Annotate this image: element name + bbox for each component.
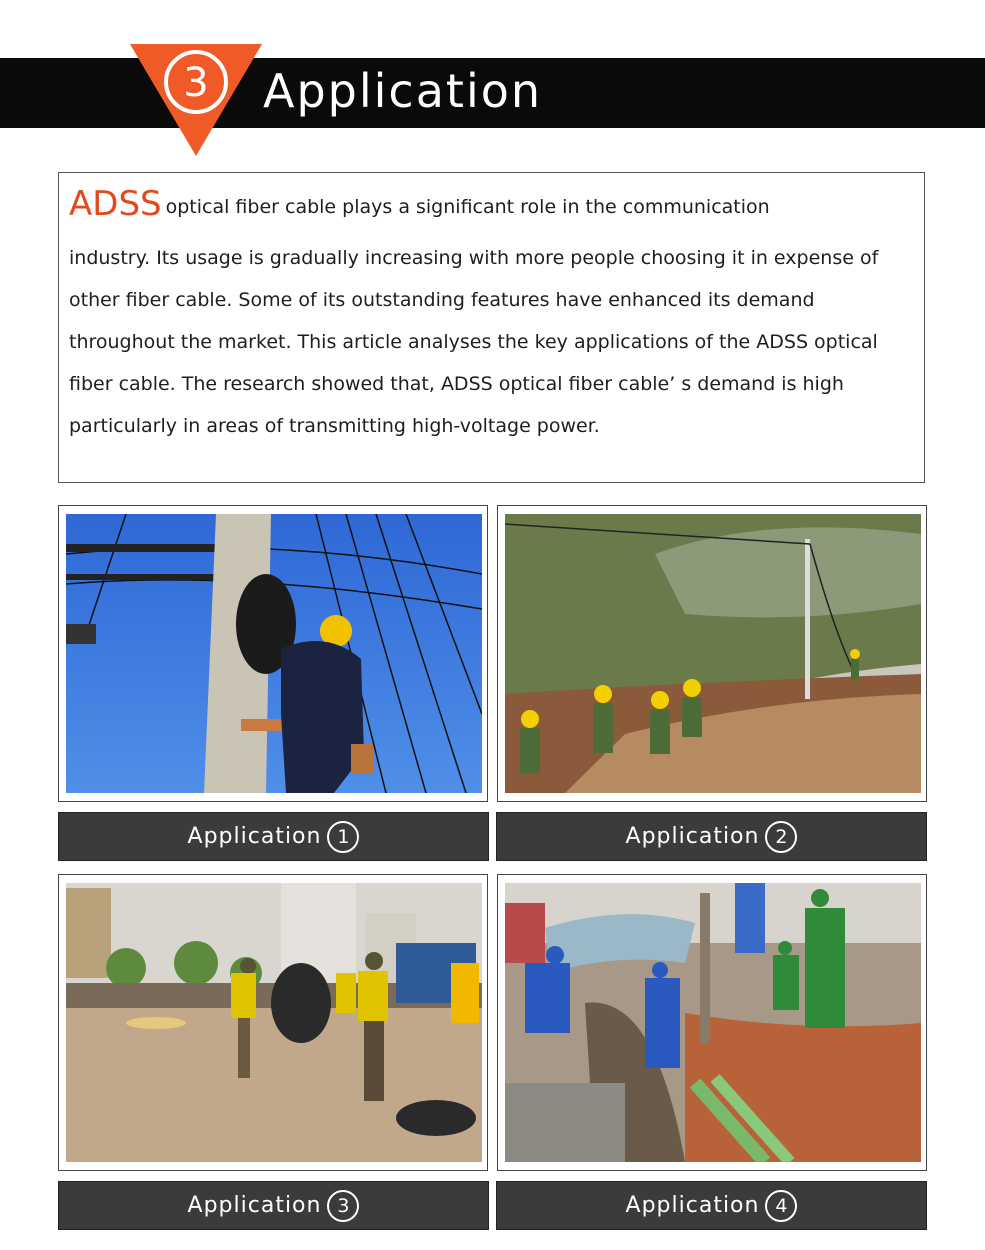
caption-application-3	[58, 1181, 489, 1230]
caption-application-1	[58, 812, 489, 861]
application-photo-2	[497, 505, 927, 802]
cable-drum-street-photo	[66, 883, 482, 1162]
intro-body-text: industry. Its usage is gradually increasing with more people choosing it in expense of other fiber cable. Some of its outstanding features have enhanced its demand throughout the market. This article analyses the key applications of the ADSS optical fiber cable. The research showed that, ADSS optical fiber cable’ s demand is high particularly in areas of transmitting high-voltage power.	[69, 247, 879, 437]
caption-label: Application	[187, 824, 322, 849]
application-photo-1	[58, 505, 488, 802]
lineman-on-pole-photo	[66, 514, 482, 793]
section-number-badge	[128, 42, 264, 158]
intro-box	[58, 172, 925, 483]
caption-number-badge: 3	[327, 1190, 359, 1222]
adss-highlight: ADSS	[69, 184, 162, 224]
caption-label: Application	[187, 1193, 322, 1218]
intro-first-line-text: optical fiber cable plays a significant role in the communication	[165, 196, 770, 218]
caption-label: Application	[625, 824, 760, 849]
caption-application-2	[496, 812, 927, 861]
workers-pulling-cable-photo	[505, 514, 921, 793]
section-title: Application	[263, 64, 543, 118]
application-photo-4	[497, 874, 927, 1171]
caption-label: Application	[625, 1193, 760, 1218]
caption-number-badge: 2	[765, 821, 797, 853]
caption-number-badge: 4	[765, 1190, 797, 1222]
intro-first-line	[69, 179, 914, 237]
section-number: 3	[183, 60, 209, 106]
trench-cable-laying-photo	[505, 883, 921, 1162]
caption-number-badge: 1	[327, 821, 359, 853]
caption-application-4	[496, 1181, 927, 1230]
application-photo-3	[58, 874, 488, 1171]
intro-paragraph	[69, 179, 914, 447]
